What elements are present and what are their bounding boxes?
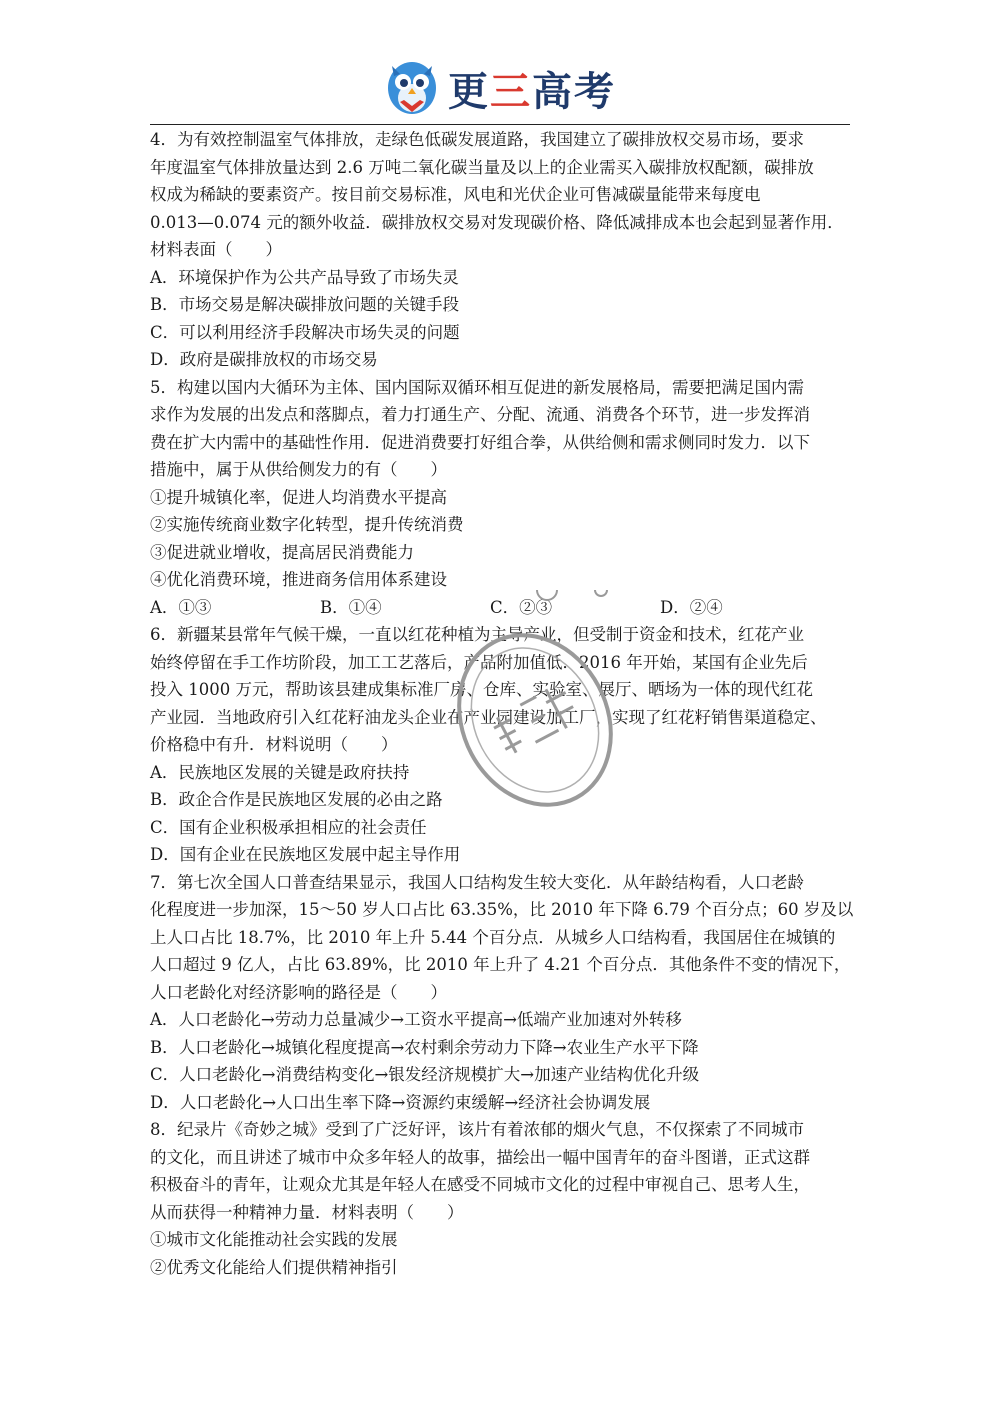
question-stem-line: 的文化，而且讲述了城市中众多年轻人的故事，描绘出一幅中国青年的奋斗图谱，正式这群 [150,1147,810,1167]
owl-logo-icon [386,58,438,116]
question-stem-line: 费在扩大内需中的基础性作用．促进消费要打好组合拳，从供给侧和需求侧同时发力．以下 [150,432,810,452]
choice-b: B．①④ [320,597,382,617]
question-stem-line: 材料表面（ ） [150,240,282,259]
question-stem-line: 求作为发展的出发点和落脚点，着力打通生产、分配、流通、消费各个环节，进一步发挥消 [150,405,810,424]
brand-text-3: 高考 [532,69,616,115]
statement-item: ①城市文化能推动社会实践的发展 [150,1230,398,1249]
option-a: A．环境保护作为公共产品导致了市场失灵 [150,267,459,287]
option-a: A．人口老龄化→劳动力总量减少→工资水平提高→低端产业加速对外转移 [150,1010,682,1029]
question-stem-line: 8．纪录片《奇妙之城》受到了广泛好评，该片有着浓郁的烟火气息，不仅探索了不同城市 [150,1120,804,1139]
option-b: B．政企合作是民族地区发展的必由之路 [150,790,443,809]
statement-item: ②优秀文化能给人们提供精神指引 [150,1257,398,1277]
statement-item: ③促进就业增收，提高居民消费能力 [150,542,414,562]
question-stem-line: 投入 1000 万元，帮助该县建成集标准厂房、仓库、实验室、展厅、晒场为一体的现代红花 [150,680,813,699]
brand-name [448,60,616,117]
question-stem-line: 价格稳中有升．材料说明（ ） [150,735,398,754]
statement-item: ④优化消费环境，推进商务信用体系建设 [150,570,447,589]
header-rule [150,124,850,125]
option-b: B．人口老龄化→城镇化程度提高→农村剩余劳动力下降→农业生产水平下降 [150,1037,699,1057]
question-stem-line: 化程度进一步加深，15～50 岁人口占比 63.35%，比 2010 年下降 6.79 个百分点；60 岁及以 [150,900,854,919]
option-c: C．国有企业积极承担相应的社会责任 [150,817,427,837]
question-stem-line: 始终停留在手工作坊阶段，加工工艺落后，产品附加值低．2016 年开始，某国有企业先后 [150,652,808,672]
question-5 [150,374,870,622]
question-stem-line: 权成为稀缺的要素资产。按目前交易标准，风电和光伏企业可售减碳量能带来每度电 [150,185,761,204]
option-c: C．可以利用经济手段解决市场失灵的问题 [150,322,460,342]
question-stem-line: 7．第七次全国人口普查结果显示，我国人口结构发生较大变化．从年龄结构看，人口老龄 [150,872,804,892]
question-stem-line: 6．新疆某县常年气候干燥，一直以红花种植为主导产业，但受制于资金和技术，红花产业 [150,625,804,644]
question-stem-line: 积极奋斗的青年，让观众尤其是年轻人在感受不同城市文化的过程中审视自己、思考人生， [150,1175,810,1194]
question-7 [150,869,870,1117]
question-stem-line: 人口超过 9 亿人，占比 63.89%，比 2010 年上升了 4.21 个百分点．其他条件不变的情况下， [150,955,851,974]
choice-c: C．②③ [490,597,553,617]
question-stem-line: 年度温室气体排放量达到 2.6 万吨二氧化碳当量及以上的企业需买入碳排放权配额，碳排放 [150,157,814,177]
question-stem-line: 0.013—0.074 元的额外收益．碳排放权交易对发现碳价格、降低减排成本也会起到显著作用． [150,212,844,232]
brand-text-2: 三 [490,69,532,115]
question-stem-line: 人口老龄化对经济影响的路径是（ ） [150,982,447,1002]
option-c: C．人口老龄化→消费结构变化→银发经济规模扩大→加速产业结构优化升级 [150,1065,700,1084]
option-b: B．市场交易是解决碳排放问题的关键手段 [150,295,460,314]
question-4 [150,126,870,374]
question-list [150,126,870,1281]
question-stem-line: 5．构建以国内大循环为主体、国内国际双循环相互促进的新发展格局，需要把满足国内需 [150,377,804,397]
question-6 [150,621,870,869]
statement-item: ①提升城镇化率，促进人均消费水平提高 [150,487,447,507]
question-stem-line: 4．为有效控制温室气体排放，走绿色低碳发展道路，我国建立了碳排放权交易市场，要求 [150,130,804,149]
brand-text-1: 更 [448,69,490,115]
statement-item: ②实施传统商业数字化转型，提升传统消费 [150,515,464,534]
question-stem-line: 措施中，属于从供给侧发力的有（ ） [150,460,447,479]
logo [386,58,626,118]
question-stem-line: 产业园．当地政府引入红花籽油龙头企业在产业园建设加工厂，实现了红花籽销售渠道稳定、 [150,707,827,727]
question-8 [150,1116,870,1281]
option-d: D．人口老龄化→人口出生率下降→资源约束缓解→经济社会协调发展 [150,1092,651,1112]
question-stem-line: 从而获得一种精神力量．材料表明（ ） [150,1202,464,1222]
choice-d: D．②④ [660,597,723,617]
choice-a: A．①③ [150,597,212,617]
page-header [0,0,1000,124]
option-a: A．民族地区发展的关键是政府扶持 [150,762,410,782]
choice-row [150,594,870,622]
option-d: D．国有企业在民族地区发展中起主导作用 [150,845,461,864]
option-d: D．政府是碳排放权的市场交易 [150,350,378,369]
question-stem-line: 上人口占比 18.7%，比 2010 年上升 5.44 个百分点．从城乡人口结构看，我国居住在城镇的 [150,927,836,947]
